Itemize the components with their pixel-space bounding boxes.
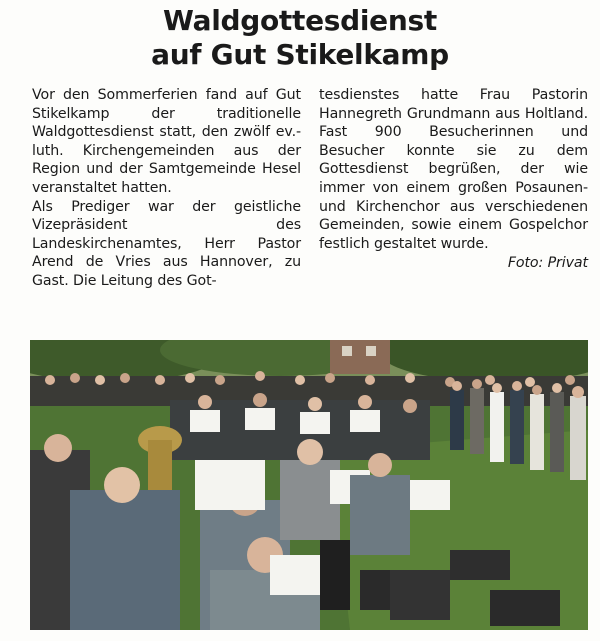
paragraph-leadership: tesdienstes hatte Frau Pastorin Hannegreth Grundmann aus Holtland. Fast 900 Besucherinnen und Besucher konnte sie zu dem Gottesdienst begrüßen, der wie immer von einem großen Posaunen- und Kirchenchor aus verschiedenen Gemeinden, sowie einem Gospelchor festlich gestaltet wurde.: [319, 87, 588, 252]
article-column-2: [319, 86, 588, 334]
article-headline: [0, 4, 600, 72]
paragraph-intro: Vor den Sommerferien fand auf Gut Stikelkamp der traditionelle Waldgottesdienst statt, den zwölf ev.-luth. Kirchengemeinden aus der Region und der Samtgemeinde Hesel veranstaltet hatten.: [32, 87, 301, 196]
headline-line-2: auf Gut Stikelkamp: [151, 38, 449, 71]
article-body: [32, 86, 588, 334]
brass-choir-photo-illustration: [30, 340, 588, 630]
article-photo: [30, 340, 588, 630]
photo-credit: Foto: Privat: [507, 255, 588, 272]
paragraph-preacher: Als Prediger war der geistliche Vizepräsident des Landeskirchenamtes, Herr Pastor Arend de Vries aus Hannover, zu Gast. Die Leitung des Got-: [32, 198, 301, 289]
headline-line-1: Waldgottesdienst: [163, 4, 437, 37]
article-column-1: [32, 86, 301, 334]
